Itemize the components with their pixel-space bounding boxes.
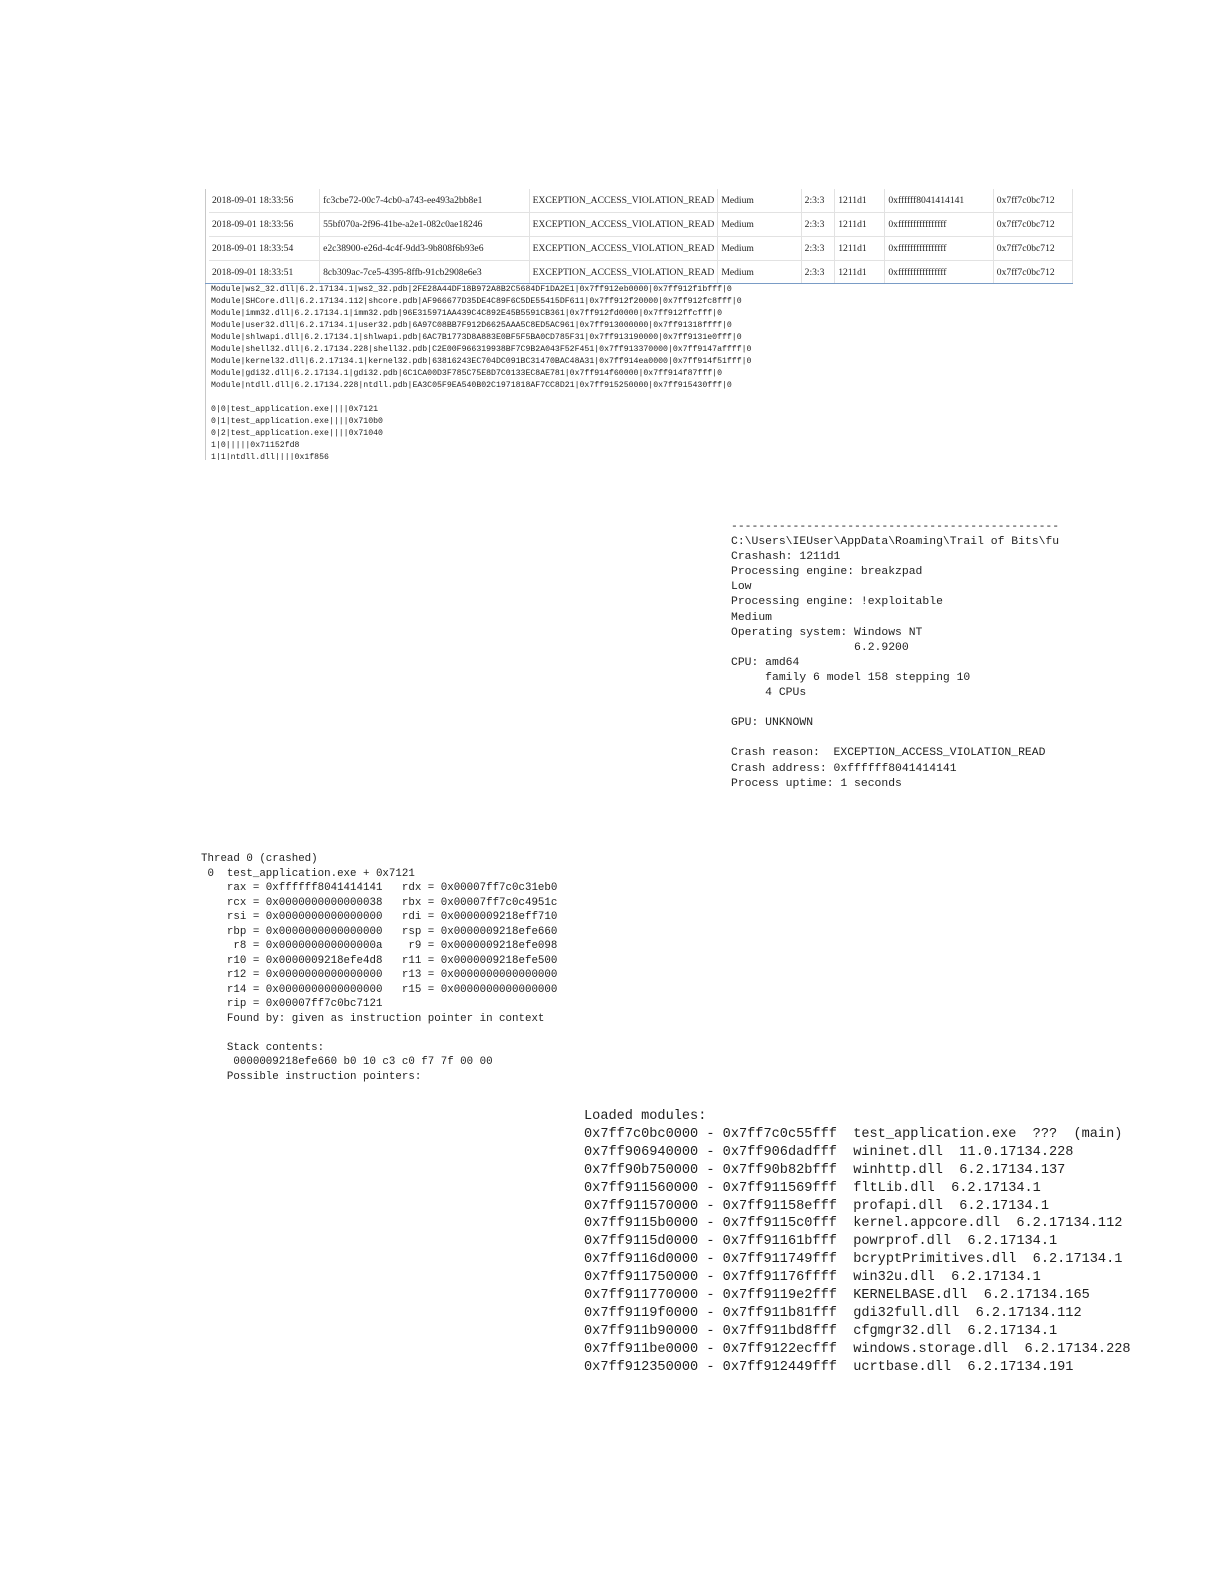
thread-line: Thread 0 (crashed) [201,853,318,865]
thread-line: rax = 0xffffff8041414141 rdx = 0x00007ff7c0c31eb0 [201,882,558,894]
ip-cell: 0x7ff7c0bc712 [993,261,1072,285]
summary-line: ------------------------------------------------ [731,521,1060,533]
thread-line: 0 test_application.exe + 0x7121 [201,867,415,880]
address-cell: 0xffffffffffffffff [885,261,993,285]
severity-cell: Medium [718,189,801,213]
loaded-module-line: 0x7ff906940000 - 0x7ff906dadfff wininet.dll 11.0.17134.228 [584,1144,1074,1160]
module-line: Module|shlwapi.dll|6.2.17134.1|shlwapi.pdb|6AC7B1773D8A883E0BF5F5BA0CD785F31|0x7ff913190000|0x7ff9131e0fff|0 [211,333,742,342]
summary-line: Crash reason: EXCEPTION_ACCESS_VIOLATION_READ [731,747,1046,760]
table-left-border [205,189,206,284]
loaded-module-line: 0x7ff9119f0000 - 0x7ff911b81fff gdi32full.dll 6.2.17134.112 [584,1305,1082,1321]
frame-line: 1|1|ntdll.dll||||0x1f856 [211,453,329,460]
severity-cell: Medium [718,261,801,285]
timestamp-cell: 2018-09-01 18:33:56 [209,189,320,213]
spacer [206,392,846,404]
thread-line: rbp = 0x0000000000000000 rsp = 0x0000009218efe660 [201,925,558,938]
crash-table-pane [205,189,1073,284]
loaded-module-line: 0x7ff911750000 - 0x7ff91176ffff win32u.dll 6.2.17134.1 [584,1270,1041,1286]
crashash-cell: 1211d1 [835,213,885,237]
timestamp-cell: 2018-09-01 18:33:56 [209,213,320,237]
summary-line: family 6 model 158 stepping 10 [731,671,971,684]
loaded-modules-heading: Loaded modules: [584,1109,707,1124]
timestamp-cell: 2018-09-01 18:33:54 [209,237,320,261]
summary-line: Crash address: 0xffffff8041414141 [731,762,957,775]
loaded-module-line: 0x7ff911770000 - 0x7ff9119e2fff KERNELBASE.dll 6.2.17134.165 [584,1288,1090,1304]
table-row[interactable] [209,261,1073,285]
version-cell: 2:3:3 [801,189,835,213]
crashash-cell: 1211d1 [835,189,885,213]
frame-line: 0|1|test_application.exe||||0x710b0 [211,417,383,426]
summary-line [731,701,1072,716]
loaded-module-line: 0x7ff911570000 - 0x7ff91158efff profapi.dll 6.2.17134.1 [584,1198,1049,1214]
severity-cell: Medium [718,213,801,237]
loaded-module-line: 0x7ff912350000 - 0x7ff912449fff ucrtbase.dll 6.2.17134.191 [584,1359,1074,1370]
version-cell: 2:3:3 [801,237,835,261]
crash-id-cell: e2c38900-e26d-4c4f-9dd3-9b808f6b93e6 [320,237,529,261]
module-dump-pane [205,284,846,460]
module-line: Module|gdi32.dll|6.2.17134.1|gdi32.pdb|6C1CA00D3F785C75E8D7C0133EC8AE781|0x7ff914f60000|0x7ff914f87fff|0 [211,369,722,378]
crashash-cell: 1211d1 [835,237,885,261]
thread-line: Found by: given as instruction pointer in context [201,1012,545,1025]
table-row[interactable] [209,189,1073,213]
module-line: Module|SHCore.dll|6.2.17134.112|shcore.pdb|AF966677D35DE4C89F6C5DE55415DF611|0x7ff912f20000|0x7ff912fc8fff|0 [211,297,742,306]
module-line: Module|shell32.dll|6.2.17134.228|shell32.pdb|C2E00F966319938BF7C9B2A043F52F451|0x7ff913370000|0x7ff9147affff|0 [211,345,752,354]
frame-line: 1|0|||||0x71152fd8 [211,441,300,450]
module-line: Module|imm32.dll|6.2.17134.1|imm32.pdb|96E315971AA439C4C892E45B5591CB361|0x7ff912fd0000|0x7ff912ffcfff|0 [211,309,722,318]
summary-line [731,731,1072,746]
summary-line: C:\Users\IEUser\AppData\Roaming\Trail of Bits\fu [731,536,1060,549]
loaded-module-line: 0x7ff7c0bc0000 - 0x7ff7c0c55fff test_application.exe ??? (main) [584,1126,1123,1142]
version-cell: 2:3:3 [801,261,835,285]
summary-line: Processing engine: breakzpad [731,566,923,579]
thread-line: 0000009218efe660 b0 10 c3 c0 f7 7f 00 00 [201,1056,493,1068]
address-cell: 0xffffff8041414141 [885,189,993,213]
address-cell: 0xffffffffffffffff [885,213,993,237]
reason-cell: EXCEPTION_ACCESS_VIOLATION_READ [529,189,718,213]
version-cell: 2:3:3 [801,213,835,237]
reason-cell: EXCEPTION_ACCESS_VIOLATION_READ [529,213,718,237]
crash-id-cell: 8cb309ac-7ce5-4395-8ffb-91cb2908e6e3 [320,261,529,285]
loaded-module-line: 0x7ff9115d0000 - 0x7ff91161bfff powrprof.dll 6.2.17134.1 [584,1234,1058,1250]
reason-cell: EXCEPTION_ACCESS_VIOLATION_READ [529,261,718,285]
reason-cell: EXCEPTION_ACCESS_VIOLATION_READ [529,237,718,261]
loaded-modules [584,1108,1144,1370]
crash-summary [731,520,1072,800]
frame-line: 0|0|test_application.exe||||0x7121 [211,405,379,414]
loaded-module-line: 0x7ff911be0000 - 0x7ff9122ecfff windows.storage.dll 6.2.17134.228 [584,1341,1131,1357]
ip-cell: 0x7ff7c0bc712 [993,237,1072,261]
crashash-cell: 1211d1 [835,261,885,285]
table-row[interactable] [209,213,1073,237]
thread-line: rcx = 0x0000000000000038 rbx = 0x00007ff7c0c4951c [201,896,558,909]
module-line: Module|user32.dll|6.2.17134.1|user32.pdb|6A97C08BB7F912D6625AAA5C8ED5AC961|0x7ff913000000|0x7ff91318ffff|0 [211,321,732,330]
thread-line: Possible instruction pointers: [201,1070,422,1083]
summary-line: Process uptime: 1 seconds [731,777,902,790]
crash-id-cell: fc3cbe72-00c7-4cb0-a743-ee493a2bb8e1 [320,189,529,213]
module-line: Module|ntdll.dll|6.2.17134.228|ntdll.pdb|EA3C05F9EA540B02C1971818AF7CC8D21|0x7ff915250000|0x7ff915430fff|0 [211,381,732,390]
thread-line: r12 = 0x0000000000000000 r13 = 0x0000000000000000 [201,969,558,981]
thread-line: Stack contents: [201,1041,325,1054]
summary-line: Processing engine: !exploitable [731,596,943,609]
summary-line: CPU: amd64 [731,656,800,669]
module-line: Module|ws2_32.dll|6.2.17134.1|ws2_32.pdb|2FE28A44DF18B972A8B2C5684DF1DA2E1|0x7ff912eb0000|0x7ff912f1bfff|0 [211,285,732,294]
thread-line: rip = 0x00007ff7c0bc7121 [201,998,383,1010]
summary-line: Crashash: 1211d1 [731,551,841,564]
loaded-module-line: 0x7ff90b750000 - 0x7ff90b82bfff winhttp.dll 6.2.17134.137 [584,1162,1066,1178]
timestamp-cell: 2018-09-01 18:33:51 [209,261,320,285]
loaded-module-line: 0x7ff9116d0000 - 0x7ff911749fff bcryptPrimitives.dll 6.2.17134.1 [584,1252,1123,1268]
table-row[interactable] [209,237,1073,261]
ip-cell: 0x7ff7c0bc712 [993,189,1072,213]
thread-crashed [201,852,621,1092]
loaded-module-line: 0x7ff911b90000 - 0x7ff911bd8fff cfgmgr32.dll 6.2.17134.1 [584,1323,1058,1339]
severity-cell: Medium [718,237,801,261]
thread-line: r14 = 0x0000000000000000 r15 = 0x0000000000000000 [201,983,558,996]
summary-line: Medium [731,611,773,624]
summary-line: 4 CPUs [731,687,807,700]
frame-line: 0|2|test_application.exe||||0x71040 [211,429,383,438]
thread-line: r10 = 0x0000009218efe4d8 r11 = 0x0000009218efe500 [201,954,558,967]
thread-line: r8 = 0x000000000000000a r9 = 0x0000009218efe098 [201,940,558,952]
thread-line [201,1026,621,1041]
thread-line: rsi = 0x0000000000000000 rdi = 0x0000009218eff710 [201,911,558,923]
loaded-module-line: 0x7ff9115b0000 - 0x7ff9115c0fff kernel.appcore.dll 6.2.17134.112 [584,1216,1123,1232]
summary-line: 6.2.9200 [731,641,909,654]
summary-line: GPU: UNKNOWN [731,717,814,730]
summary-line: Operating system: Windows NT [731,626,923,639]
crash-table [209,189,1073,284]
address-cell: 0xffffffffffffffff [885,237,993,261]
ip-cell: 0x7ff7c0bc712 [993,213,1072,237]
loaded-module-line: 0x7ff911560000 - 0x7ff911569fff fltLib.dll 6.2.17134.1 [584,1180,1041,1196]
crash-id-cell: 55bf070a-2f96-41be-a2e1-082c0ae18246 [320,213,529,237]
summary-line: Low [731,581,752,594]
module-line: Module|kernel32.dll|6.2.17134.1|kernel32.pdb|63816243EC704DC091BC31470BAC48A31|0x7ff914ea0000|0x7ff914f51fff|0 [211,357,752,366]
